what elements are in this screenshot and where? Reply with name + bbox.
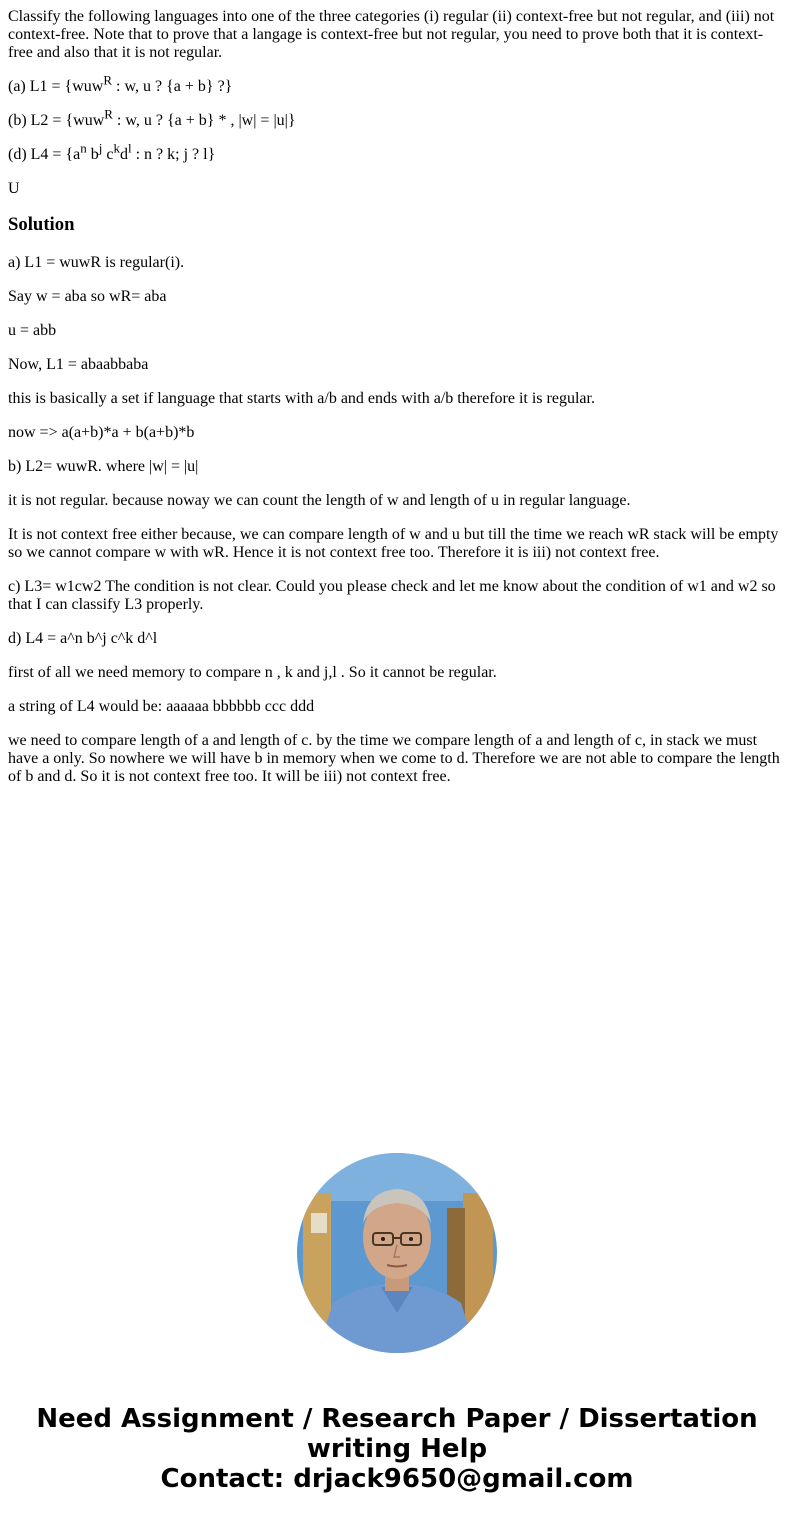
solution-paragraph: c) L3= w1cw2 The condition is not clear. Could you please check and let me know about the condition of w1 and w2 so that I can classify L3 properly.: [8, 578, 776, 613]
solution-paragraph: Say w = aba so wR= aba: [8, 288, 167, 305]
solution-paragraph: first of all we need memory to compare n , k and j,l . So it cannot be regular.: [8, 664, 497, 681]
solution-paragraph: d) L4 = a^n b^j c^k d^l: [8, 630, 158, 647]
promo-banner: [0, 1404, 794, 1494]
solution-paragraph: it is not regular. because noway we can count the length of w and length of u in regular language.: [8, 492, 631, 509]
question-item-b: (b) L2 = {wuw$^R$ : w, u ? {a + b} * , |w| = |u|}: [8, 106, 296, 129]
solution-paragraph: we need to compare length of a and length of c. by the time we compare length of a and length of c, in stack we must have a only. So nowhere we will have b in memory when we come to d. Therefore we are not able to compare the length of b and d. So it is not context free too. It will be iii) not context free.: [8, 732, 780, 785]
solution-paragraph: It is not context free either because, we can compare length of w and u but till the time we reach wR stack will be empty so we cannot compare w with wR. Hence it is not context free too. Therefore it is iii) not context free.: [8, 526, 779, 561]
question-intro: Classify the following languages into one of the three categories (i) regular (ii) context-free but not regular, and (iii) not context-free. Note that to prove that a langage is context-free but not regular, you need to prove both that it is context-free and also that it is not regular.: [8, 8, 775, 61]
question-item-a: (a) L1 = {wuw$^R$ : w, u ? {a + b} ?}: [8, 72, 233, 95]
solution-paragraph: a string of L4 would be: aaaaaa bbbbbb ccc ddd: [8, 698, 315, 715]
solution-paragraph: Now, L1 = abaabbaba: [8, 356, 149, 373]
stray-text: U: [8, 180, 20, 197]
solution-body: [8, 254, 786, 786]
solution-paragraph: now => a(a+b)*a + b(a+b)*b: [8, 424, 195, 441]
solution-paragraph: this is basically a set if language that starts with a/b and ends with a/b therefore it is regular.: [8, 390, 595, 407]
promo-line: writing Help: [306, 1434, 488, 1464]
author-avatar: [297, 1153, 497, 1353]
solution-paragraph: b) L2= wuwR. where |w| = |u|: [8, 458, 199, 475]
solution-paragraph: u = abb: [8, 322, 57, 339]
promo-line: Need Assignment / Research Paper / Dissertation: [36, 1404, 758, 1434]
question-item-d: (d) $L4 = \{a^n$ $b^j$ $c^kd^l$ : n ? k; j ? l}: [8, 140, 216, 163]
solution-paragraph: a) L1 = wuwR is regular(i).: [8, 254, 185, 271]
promo-contact: Contact: drjack9650@gmail.com: [160, 1464, 634, 1494]
solution-heading: Solution: [8, 214, 75, 235]
document-body: [8, 8, 786, 802]
